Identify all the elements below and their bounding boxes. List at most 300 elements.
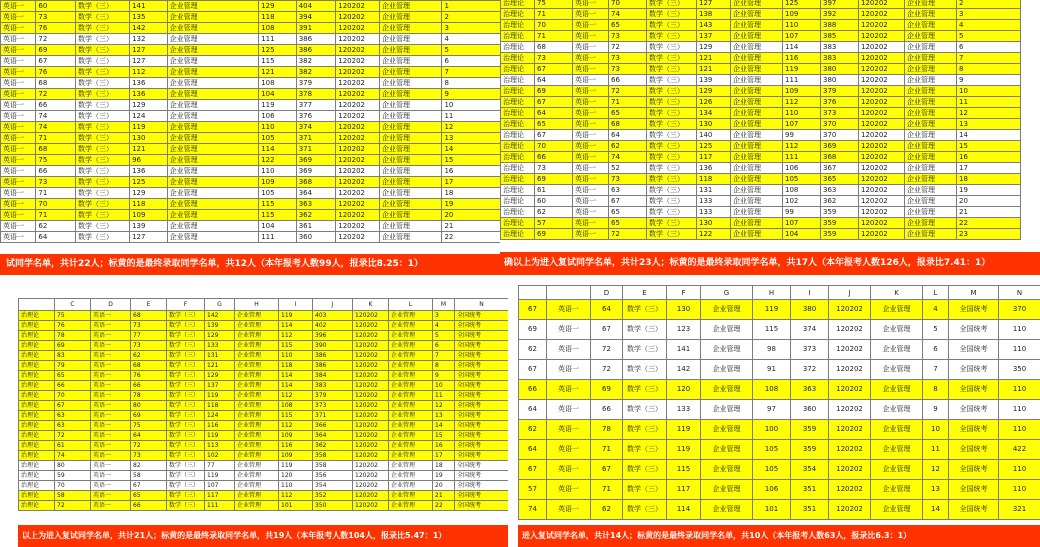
table-cell[interactable]: 英语一 (91, 351, 131, 361)
table-cell[interactable]: 企业管理 (235, 471, 279, 481)
table-cell[interactable]: 114 (279, 381, 313, 391)
table-cell[interactable]: 数学（三） (167, 351, 205, 361)
table-cell[interactable]: 105 (783, 174, 821, 185)
table-cell[interactable]: 20 (957, 196, 1021, 207)
table-cell[interactable]: 112 (279, 421, 313, 431)
table-cell[interactable]: 350 (999, 360, 1040, 380)
table-cell[interactable]: 65 (609, 218, 647, 229)
table-cell[interactable]: 数学（三） (167, 381, 205, 391)
table-cell[interactable]: 全国统考 (949, 400, 999, 420)
table-cell[interactable]: 企业管理 (905, 229, 957, 240)
table-cell[interactable]: 60 (535, 196, 573, 207)
table-cell[interactable]: 359 (821, 229, 859, 240)
table-cell[interactable]: 企业管理 (379, 232, 441, 243)
table-cell[interactable]: 1 (442, 1, 505, 12)
table-cell[interactable]: 14 (957, 130, 1021, 141)
table-cell[interactable]: 英语一 (91, 391, 131, 401)
table-cell[interactable]: 英语一 (1, 210, 36, 221)
table-cell[interactable]: 数学（三） (647, 86, 697, 97)
table-cell[interactable]: 120202 (353, 421, 389, 431)
table-cell[interactable]: 110 (999, 320, 1040, 340)
table-cell[interactable]: 71 (591, 440, 623, 460)
table-cell[interactable]: 企业管理 (167, 133, 259, 144)
table-cell[interactable]: 数学（三） (167, 411, 205, 421)
table-cell[interactable]: 109 (259, 177, 296, 188)
table-cell[interactable]: 19 (442, 199, 505, 210)
table-cell[interactable]: 74 (36, 122, 76, 133)
table-cell[interactable]: 英语一 (91, 381, 131, 391)
table-cell[interactable]: 英语一 (1, 188, 36, 199)
table-cell[interactable]: 139 (130, 221, 167, 232)
table-cell[interactable]: 数学（三） (623, 380, 667, 400)
table-cell[interactable]: 402 (313, 321, 353, 331)
table-cell[interactable]: 367 (821, 163, 859, 174)
table-cell[interactable]: 371 (313, 411, 353, 421)
table-cell[interactable]: 115 (279, 341, 313, 351)
table-cell[interactable]: 5 (957, 31, 1021, 42)
table-cell[interactable]: 英语一 (573, 218, 609, 229)
table-cell[interactable]: 58 (55, 491, 91, 501)
table-cell[interactable]: 18 (433, 461, 455, 471)
table-cell[interactable]: 63 (609, 185, 647, 196)
table-cell[interactable]: 143 (697, 20, 731, 31)
table-cell[interactable]: 数学（三） (75, 199, 129, 210)
table-cell[interactable]: 68 (36, 144, 76, 155)
table-cell[interactable]: 英语一 (573, 108, 609, 119)
table-cell[interactable]: 99 (783, 207, 821, 218)
table-cell[interactable]: 企业管理 (235, 391, 279, 401)
table-cell[interactable]: 数学（三） (75, 221, 129, 232)
table-cell[interactable]: 10 (923, 420, 949, 440)
table-cell[interactable]: 72 (591, 340, 623, 360)
table-cell[interactable]: 125 (130, 177, 167, 188)
table-cell[interactable]: 17 (433, 451, 455, 461)
table-cell[interactable]: 120202 (353, 451, 389, 461)
table-cell[interactable]: 120202 (353, 371, 389, 381)
table-cell[interactable]: 21 (433, 491, 455, 501)
table-cell[interactable]: 18 (957, 174, 1021, 185)
table-cell[interactable]: 22 (442, 232, 505, 243)
table-cell[interactable]: 2 (957, 0, 1021, 9)
table-cell[interactable]: 企业管理 (379, 89, 441, 100)
table-cell[interactable]: 企业管理 (871, 440, 923, 460)
table-cell[interactable]: 企业管理 (379, 56, 441, 67)
table-cell[interactable]: 全国统考 (949, 440, 999, 460)
table-cell[interactable]: 120202 (336, 210, 380, 221)
table-cell[interactable]: 117 (697, 152, 731, 163)
table-cell[interactable]: 112 (279, 491, 313, 501)
table-cell[interactable]: 英语一 (573, 207, 609, 218)
table-cell[interactable]: 企业管理 (389, 501, 433, 511)
table-cell[interactable]: 英语一 (91, 481, 131, 491)
table-cell[interactable]: 120202 (353, 461, 389, 471)
table-cell[interactable]: 企业管理 (701, 340, 753, 360)
table-cell[interactable]: 364 (296, 188, 336, 199)
table-cell[interactable]: 121 (205, 361, 235, 371)
table-cell[interactable]: 111 (259, 232, 296, 243)
table-cell[interactable]: 115 (667, 460, 701, 480)
table-cell[interactable]: 企业管理 (235, 501, 279, 511)
table-cell[interactable]: 企业管理 (167, 144, 259, 155)
table-cell[interactable]: 358 (313, 451, 353, 461)
table-cell[interactable]: 120202 (353, 411, 389, 421)
table-cell[interactable]: 66 (55, 381, 91, 391)
table-cell[interactable]: 122 (259, 155, 296, 166)
table-cell[interactable]: 企业管理 (731, 141, 783, 152)
table-cell[interactable]: 治理论 (501, 31, 535, 42)
table-cell[interactable]: 383 (313, 381, 353, 391)
table-cell[interactable]: 120202 (353, 321, 389, 331)
table-cell[interactable]: 英语一 (573, 31, 609, 42)
table-cell[interactable]: 137 (205, 381, 235, 391)
table-cell[interactable]: 英语一 (1, 34, 36, 45)
table-cell[interactable]: 73 (609, 64, 647, 75)
table-cell[interactable]: 企业管理 (905, 20, 957, 31)
table-cell[interactable]: 69 (535, 174, 573, 185)
table-cell[interactable]: 数学（三） (623, 340, 667, 360)
table-cell[interactable]: 386 (296, 45, 336, 56)
table-cell[interactable]: 117 (667, 480, 701, 500)
table-cell[interactable]: 数学（三） (75, 111, 129, 122)
table-cell[interactable]: 366 (313, 421, 353, 431)
table-cell[interactable]: 130 (130, 133, 167, 144)
table-cell[interactable]: 11 (442, 111, 505, 122)
table-cell[interactable]: 英语一 (91, 411, 131, 421)
table-cell[interactable]: 120202 (353, 361, 389, 371)
table-cell[interactable]: 英语一 (573, 42, 609, 53)
table-cell[interactable]: 6 (433, 341, 455, 351)
table-cell[interactable]: 107 (783, 218, 821, 229)
table-cell[interactable]: 65 (609, 207, 647, 218)
table-cell[interactable]: 英语一 (547, 420, 591, 440)
table-cell[interactable]: 治理论 (501, 97, 535, 108)
table-cell[interactable]: 120202 (859, 196, 905, 207)
table-cell[interactable]: 120202 (353, 481, 389, 491)
table-cell[interactable]: 74 (609, 9, 647, 20)
table-cell[interactable]: 380 (821, 64, 859, 75)
table-cell[interactable]: 英语一 (573, 119, 609, 130)
table-cell[interactable]: 120202 (859, 218, 905, 229)
table-cell[interactable]: 110 (259, 122, 296, 133)
table-cell[interactable]: 企业管理 (167, 122, 259, 133)
table-cell[interactable]: 11 (923, 440, 949, 460)
table-cell[interactable]: 企业管理 (731, 119, 783, 130)
table-cell[interactable]: 72 (609, 42, 647, 53)
table-cell[interactable]: 121 (697, 64, 731, 75)
table-cell[interactable]: 120202 (859, 31, 905, 42)
table-cell[interactable]: 5 (923, 320, 949, 340)
table-cell[interactable]: 全国统考 (455, 341, 509, 351)
table-cell[interactable]: 全国统考 (455, 471, 509, 481)
table-cell[interactable]: 392 (821, 9, 859, 20)
table-cell[interactable]: 376 (296, 111, 336, 122)
table-cell[interactable]: 数学（三） (623, 400, 667, 420)
table-cell[interactable]: 61 (535, 185, 573, 196)
table-cell[interactable]: 治理论 (501, 152, 535, 163)
table-cell[interactable]: 120202 (353, 401, 389, 411)
table-cell[interactable]: 68 (535, 42, 573, 53)
table-cell[interactable]: 治理论 (501, 130, 535, 141)
table-cell[interactable]: 数学（三） (75, 34, 129, 45)
table-cell[interactable]: 100 (753, 420, 791, 440)
table-cell[interactable]: 125 (697, 141, 731, 152)
table-cell[interactable]: 120202 (353, 311, 389, 321)
table-cell[interactable]: 390 (313, 341, 353, 351)
table-cell[interactable]: 企业管理 (167, 12, 259, 23)
table-cell[interactable]: 全国统考 (455, 321, 509, 331)
table-cell[interactable]: 102 (783, 196, 821, 207)
table-cell[interactable]: 企业管理 (731, 64, 783, 75)
table-cell[interactable]: 数学（三） (647, 196, 697, 207)
table-cell[interactable]: 企业管理 (235, 351, 279, 361)
table-cell[interactable]: 治理论 (501, 185, 535, 196)
table-cell[interactable]: 376 (821, 97, 859, 108)
table-cell[interactable]: 数学（三） (647, 53, 697, 64)
table-cell[interactable]: 106 (783, 163, 821, 174)
table-cell[interactable]: 企业管理 (235, 491, 279, 501)
table-cell[interactable]: 企业管理 (389, 361, 433, 371)
table-cell[interactable]: 64 (36, 232, 76, 243)
table-cell[interactable]: 企业管理 (731, 53, 783, 64)
table-cell[interactable]: 企业管理 (379, 100, 441, 111)
table-cell[interactable]: 120202 (336, 133, 380, 144)
table-cell[interactable]: 数学（三） (647, 9, 697, 20)
table-cell[interactable]: 362 (821, 196, 859, 207)
table-cell[interactable]: 73 (131, 341, 167, 351)
table-cell[interactable]: 企业管理 (389, 341, 433, 351)
table-cell[interactable]: 9 (923, 400, 949, 420)
table-cell[interactable]: 136 (697, 163, 731, 174)
table-cell[interactable]: 数学（三） (623, 480, 667, 500)
table-cell[interactable]: 企业管理 (235, 341, 279, 351)
table-cell[interactable]: 119 (783, 64, 821, 75)
table-cell[interactable]: 6 (923, 340, 949, 360)
table-cell[interactable]: 99 (783, 130, 821, 141)
table-cell[interactable]: 119 (205, 391, 235, 401)
table-cell[interactable]: 企业管理 (701, 380, 753, 400)
table-cell[interactable]: 治理论 (19, 451, 55, 461)
table-cell[interactable]: 351 (791, 480, 829, 500)
table-cell[interactable]: 141 (667, 340, 701, 360)
table-cell[interactable]: 384 (313, 371, 353, 381)
table-cell[interactable]: 数学（三） (167, 341, 205, 351)
table-cell[interactable]: 企业管理 (379, 133, 441, 144)
table-cell[interactable]: 数学（三） (167, 391, 205, 401)
table-cell[interactable]: 68 (131, 361, 167, 371)
table-cell[interactable]: 120202 (353, 391, 389, 401)
table-cell[interactable]: 62 (519, 340, 547, 360)
table-cell[interactable]: 企业管理 (905, 97, 957, 108)
table-cell[interactable]: 109 (130, 210, 167, 221)
table-cell[interactable]: 企业管理 (167, 155, 259, 166)
table-cell[interactable]: 115 (279, 411, 313, 421)
table-cell[interactable]: 120202 (859, 229, 905, 240)
table-cell[interactable]: 英语一 (573, 130, 609, 141)
table-cell[interactable]: 368 (821, 152, 859, 163)
table-cell[interactable]: 英语一 (573, 97, 609, 108)
table-cell[interactable]: 72 (591, 360, 623, 380)
table-cell[interactable]: 71 (36, 210, 76, 221)
table-cell[interactable]: 数学（三） (647, 174, 697, 185)
table-cell[interactable]: 企业管理 (731, 9, 783, 20)
table-cell[interactable]: 64 (609, 130, 647, 141)
table-cell[interactable]: 64 (519, 440, 547, 460)
table-cell[interactable]: 321 (999, 500, 1040, 520)
table-cell[interactable]: 企业管理 (905, 141, 957, 152)
table-cell[interactable]: 企业管理 (389, 441, 433, 451)
table-cell[interactable]: 120202 (859, 174, 905, 185)
table-cell[interactable]: 数学（三） (647, 185, 697, 196)
table-cell[interactable]: 治理论 (19, 401, 55, 411)
table-cell[interactable]: 72 (55, 431, 91, 441)
table-cell[interactable]: 108 (259, 78, 296, 89)
table-cell[interactable]: 8 (957, 64, 1021, 75)
table-cell[interactable]: 企业管理 (235, 361, 279, 371)
table-cell[interactable]: 治理论 (501, 174, 535, 185)
table-cell[interactable]: 117 (205, 491, 235, 501)
table-cell[interactable]: 132 (130, 34, 167, 45)
table-cell[interactable]: 120202 (336, 78, 380, 89)
table-cell[interactable]: 96 (130, 155, 167, 166)
table-cell[interactable]: 企业管理 (379, 188, 441, 199)
table-cell[interactable]: 英语一 (91, 451, 131, 461)
table-cell[interactable]: 企业管理 (167, 210, 259, 221)
table-cell[interactable]: 120202 (336, 34, 380, 45)
table-cell[interactable]: 英语一 (573, 75, 609, 86)
table-cell[interactable]: 71 (591, 480, 623, 500)
table-cell[interactable]: 企业管理 (167, 1, 259, 12)
table-cell[interactable]: 企业管理 (905, 185, 957, 196)
table-cell[interactable]: 57 (535, 218, 573, 229)
table-cell[interactable]: 企业管理 (905, 119, 957, 130)
table-cell[interactable]: 365 (821, 174, 859, 185)
table-cell[interactable]: 109 (279, 431, 313, 441)
table-cell[interactable]: 383 (821, 53, 859, 64)
table-cell[interactable]: 74 (36, 111, 76, 122)
table-cell[interactable]: 治理论 (501, 64, 535, 75)
table-cell[interactable]: 治理论 (501, 196, 535, 207)
table-cell[interactable]: 企业管理 (379, 78, 441, 89)
table-cell[interactable]: 企业管理 (731, 218, 783, 229)
table-cell[interactable]: 治理论 (19, 391, 55, 401)
table-cell[interactable]: 数学（三） (75, 210, 129, 221)
table-cell[interactable]: 13 (923, 480, 949, 500)
table-cell[interactable]: 76 (131, 371, 167, 381)
table-cell[interactable]: 英语一 (1, 232, 36, 243)
table-cell[interactable]: 企业管理 (871, 360, 923, 380)
table-cell[interactable]: 120202 (859, 108, 905, 119)
table-cell[interactable]: 74 (609, 152, 647, 163)
table-cell[interactable]: 全国统考 (949, 320, 999, 340)
table-cell[interactable]: 388 (821, 20, 859, 31)
table-cell[interactable]: 企业管理 (701, 420, 753, 440)
table-cell[interactable]: 企业管理 (379, 144, 441, 155)
table-cell[interactable]: 120202 (353, 471, 389, 481)
table-cell[interactable]: 数学（三） (647, 141, 697, 152)
table-cell[interactable]: 全国统考 (455, 391, 509, 401)
table-cell[interactable]: 73 (131, 321, 167, 331)
table-cell[interactable]: 112 (783, 141, 821, 152)
table-cell[interactable]: 数学（三） (75, 144, 129, 155)
table-cell[interactable]: 20 (442, 210, 505, 221)
table-cell[interactable]: 120202 (353, 351, 389, 361)
table-cell[interactable]: 治理论 (501, 42, 535, 53)
table-cell[interactable]: 102 (205, 451, 235, 461)
table-cell[interactable]: 英语一 (1, 111, 36, 122)
table-cell[interactable]: 136 (130, 166, 167, 177)
table-cell[interactable]: 120202 (829, 320, 871, 340)
table-cell[interactable]: 数学（三） (167, 441, 205, 451)
table-cell[interactable]: 120202 (336, 177, 380, 188)
table-cell[interactable]: 124 (130, 111, 167, 122)
table-cell[interactable]: 全国统考 (455, 331, 509, 341)
table-cell[interactable]: 英语一 (1, 1, 36, 12)
table-cell[interactable]: 130 (697, 119, 731, 130)
table-cell[interactable]: 企业管理 (235, 421, 279, 431)
table-cell[interactable]: 全国统考 (949, 300, 999, 320)
table-cell[interactable]: 71 (535, 31, 573, 42)
table-cell[interactable]: 英语一 (91, 421, 131, 431)
table-cell[interactable]: 企业管理 (731, 130, 783, 141)
table-cell[interactable]: 全国统考 (455, 371, 509, 381)
table-cell[interactable]: 企业管理 (871, 300, 923, 320)
table-cell[interactable]: 18 (442, 188, 505, 199)
table-cell[interactable]: 120202 (859, 0, 905, 9)
table-cell[interactable]: 全国统考 (455, 461, 509, 471)
table-cell[interactable]: 76 (55, 321, 91, 331)
table-cell[interactable]: 77 (205, 461, 235, 471)
table-cell[interactable]: 133 (205, 341, 235, 351)
table-cell[interactable]: 企业管理 (167, 199, 259, 210)
table-cell[interactable]: 英语一 (547, 480, 591, 500)
table-cell[interactable]: 数学（三） (75, 67, 129, 78)
table-cell[interactable]: 全国统考 (455, 491, 509, 501)
table-cell[interactable]: 17 (957, 163, 1021, 174)
table-cell[interactable]: 116 (205, 421, 235, 431)
table-cell[interactable]: 139 (205, 321, 235, 331)
table-cell[interactable]: 72 (609, 229, 647, 240)
table-cell[interactable]: 全国统考 (455, 401, 509, 411)
table-cell[interactable]: 企业管理 (379, 111, 441, 122)
table-cell[interactable]: 80 (131, 401, 167, 411)
table-cell[interactable]: 21 (442, 221, 505, 232)
table-cell[interactable]: 133 (697, 196, 731, 207)
table-cell[interactable]: 企业管理 (389, 391, 433, 401)
table-cell[interactable]: 企业管理 (379, 12, 441, 23)
table-cell[interactable]: 104 (259, 89, 296, 100)
table-cell[interactable]: 351 (791, 500, 829, 520)
table-cell[interactable]: 企业管理 (905, 207, 957, 218)
table-cell[interactable]: 119 (130, 122, 167, 133)
table-cell[interactable]: 101 (279, 501, 313, 511)
table-cell[interactable]: 352 (313, 491, 353, 501)
table-cell[interactable]: 企业管理 (701, 320, 753, 340)
table-cell[interactable]: 120202 (336, 111, 380, 122)
table-cell[interactable]: 8 (433, 361, 455, 371)
table-cell[interactable]: 62 (131, 351, 167, 361)
table-cell[interactable]: 企业管理 (905, 196, 957, 207)
table-cell[interactable]: 120202 (336, 199, 380, 210)
table-cell[interactable]: 企业管理 (235, 461, 279, 471)
table-cell[interactable]: 120202 (829, 400, 871, 420)
table-cell[interactable]: 120202 (336, 89, 380, 100)
table-cell[interactable]: 企业管理 (731, 108, 783, 119)
table-cell[interactable]: 企业管理 (167, 166, 259, 177)
table-cell[interactable]: 英语一 (573, 53, 609, 64)
table-cell[interactable]: 114 (667, 500, 701, 520)
table-cell[interactable]: 英语一 (91, 401, 131, 411)
table-cell[interactable]: 企业管理 (905, 75, 957, 86)
